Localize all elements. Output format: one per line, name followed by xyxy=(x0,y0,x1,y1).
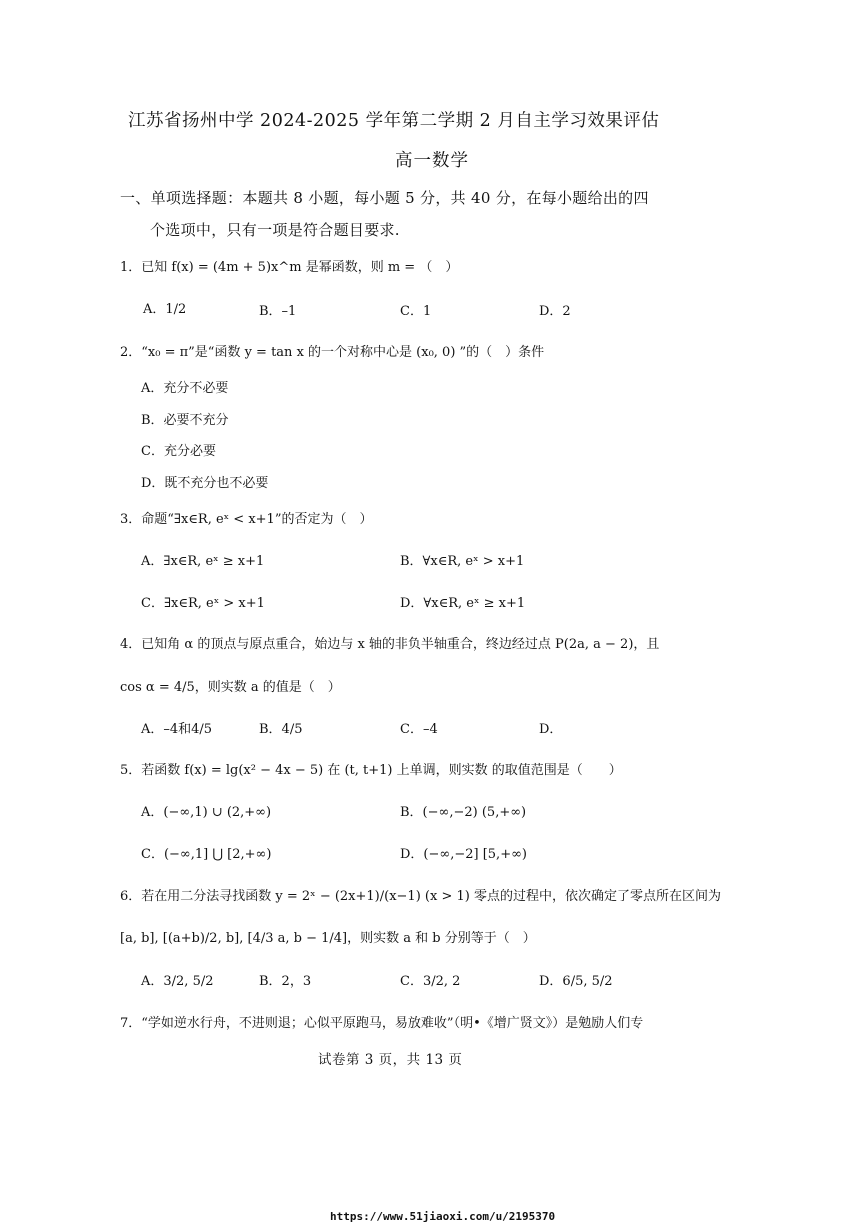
question-5-option-a: A．(−∞,1) ∪ (2,+∞) xyxy=(141,805,272,820)
question-3-option-d: D．∀x∈R, eˣ ≥ x+1 xyxy=(400,596,526,611)
section-heading-line2: 个选项中，只有一项是符合题目要求. xyxy=(150,221,400,239)
question-2-option-b: B．必要不充分 xyxy=(141,413,229,428)
question-1-stem: 1．已知 f(x) = (4m + 5)x^m 是幂函数，则 m = （ ） xyxy=(120,260,459,275)
question-5-option-b: B．(−∞,−2) (5,+∞) xyxy=(400,805,527,820)
page-subtitle: 高一数学 xyxy=(395,151,469,171)
question-4-option-a: A．–4和4/5 xyxy=(141,722,213,737)
question-4-stem-line2: cos α = 4/5，则实数 a 的值是（ ） xyxy=(120,680,341,695)
question-6-option-a: A．3/2, 5/2 xyxy=(141,974,214,989)
question-3-stem: 3．命题“∃x∈R, eˣ < x+1”的否定为（ ） xyxy=(120,512,373,527)
page-number: 试卷第 3 页，共 13 页 xyxy=(318,1052,463,1068)
question-4-option-d: D． xyxy=(539,722,563,737)
question-6-option-c: C．3/2, 2 xyxy=(400,974,461,989)
page-title: 江苏省扬州中学 2024-2025 学年第二学期 2 月自主学习效果评估 xyxy=(128,111,660,131)
question-6-stem-line1: 6．若在用二分法寻找函数 y = 2ˣ − (2x+1)/(x−1) (x > 1) 零点的过程中，依次确定了零点所在区间为 xyxy=(120,889,721,904)
question-6-stem-line2: [a, b], [(a+b)/2, b], [4/3 a, b − 1/4]，则实数 a 和 b 分别等于（ ） xyxy=(120,931,536,946)
question-5-option-d: D．(−∞,−2] [5,+∞) xyxy=(400,847,527,862)
question-1-option-b: B．–1 xyxy=(259,304,297,319)
question-7-stem: 7．“学如逆水行舟，不进则退；心似平原跑马，易放难收”（明•《增广贤文》）是勉励人们专 xyxy=(120,1016,644,1031)
question-5-stem: 5．若函数 f(x) = lg(x² − 4x − 5) 在 (t, t+1) 上单调，则实数 的取值范围是（ ） xyxy=(120,763,622,778)
section-heading-line1: 一、单项选择题：本题共 8 小题，每小题 5 分，共 40 分，在每小题给出的四 xyxy=(120,189,649,207)
source-url[interactable]: https://www.51jiaoxi.com/u/2195370 xyxy=(330,1210,556,1223)
question-3-option-b: B．∀x∈R, eˣ > x+1 xyxy=(400,554,525,569)
question-6-option-d: D．6/5, 5/2 xyxy=(539,974,613,989)
question-3-option-c: C．∃x∈R, eˣ > x+1 xyxy=(141,596,265,611)
question-1-option-d: D．2 xyxy=(539,304,571,319)
question-2-option-d: D．既不充分也不必要 xyxy=(141,476,269,491)
question-4-option-b: B．4/5 xyxy=(259,722,303,737)
question-1-option-c: C．1 xyxy=(400,304,432,319)
question-5-option-c: C．(−∞,1] ⋃ [2,+∞) xyxy=(141,847,272,862)
question-2-option-a: A．充分不必要 xyxy=(141,381,229,396)
question-6-option-b: B．2，3 xyxy=(259,974,312,989)
question-2-option-c: C．充分必要 xyxy=(141,444,216,459)
question-4-option-c: C．–4 xyxy=(400,722,438,737)
question-2-stem: 2．“x₀ = π”是“函数 y = tan x 的一个对称中心是 (x₀, 0) ”的（ ）条件 xyxy=(120,345,545,360)
question-4-stem-line1: 4．已知角 α 的顶点与原点重合，始边与 x 轴的非负半轴重合，终边经过点 P(2a, a − 2)，且 xyxy=(120,637,660,652)
question-3-option-a: A．∃x∈R, eˣ ≥ x+1 xyxy=(141,554,265,569)
question-1-option-a: A．1/2 xyxy=(143,302,187,317)
